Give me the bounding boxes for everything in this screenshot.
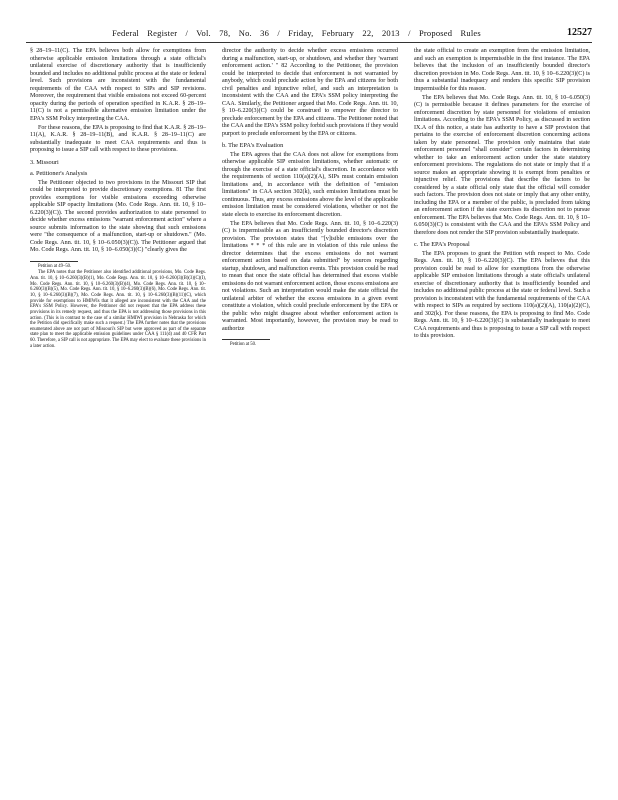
page-number: 12527: [567, 27, 592, 38]
subsection-heading: a. Petitioner's Analysis: [30, 170, 88, 178]
footnote-rule: [30, 261, 78, 262]
header-rule: [26, 42, 592, 43]
paragraph: The Petitioner objected to two provisions in the Missouri SIP that could be interpreted to provide discretionary exemptions. 81 The first provides exemptions for visible emissions exceeding otherwise applicable SIP opacity limitations (Mo. Code Regs. Ann. tit. 10, § 10–6.220(3)(C)). The second provides authorization to state personnel to decide whether excess emissions "warrant enforcement action" where a source submits information to the state showing that such emissions were "the consequence of a malfunction, start-up or shutdown." (Mo. Code Regs. Ann. tit. 10, § 10–6.050(3)(C)). The Petitioner argued that Mo. Code Regs. Ann. tit. 10, § 10–6.050(3)(C) "clearly gives the: [30, 179, 206, 254]
column-2: [222, 48, 398, 349]
paragraph: For these reasons, the EPA is proposing to find that K.A.R. § 28–19–11(A), K.A.R. § 28–19–11(B), and K.A.R. § 28–19–11(C) are substantially inadequate to meet CAA requirements and thus is proposing to issue a SIP call with respect to these provisions.: [30, 124, 206, 154]
paragraph: director the authority to decide whether excess emissions occurred during a malfunction, start-up, or shutdown, and whether they 'warrant enforcement action.' " 82 According to the Petitioner, the provision could be interpreted to decide that enforcement is not warranted by anybody, which could preclude action by the EPA and citizens for both civil penalties and injunctive relief, and such an interpretation is inconsistent with the CAA and the EPA's SSM policy interpreting the CAA. Similarly, the Petitioner argued that Mo. Code Regs. Ann. tit. 10, § 10–6.220(3)(C) could be construed to empower the director to preclude enforcement by the EPA and citizens. The Petitioner noted that the CAA and the EPA's SSM policy forbid such provisions if they would purport to preclude enforcement by the EPA or citizens.: [222, 48, 398, 137]
subsection-heading: c. The EPA's Proposal: [414, 241, 470, 249]
footnote-rule: [222, 339, 270, 340]
footnote: Petition at 49–50.: [38, 263, 72, 269]
footnote: Petition at 50.: [230, 342, 257, 348]
paragraph: The EPA agrees that the CAA does not allow for exemptions from otherwise applicable SIP emission limitations, whether automatic or through the exercise of a state official's discretion. In accordance with the requirements of section 110(a)(2)(A), SIPs must contain emission limitations and, in accordance with the definition of "emission limitations" in CAA section 302(k), such emission limitations must be continuous. Thus, any excess emissions above the level of the applicable emission limitation must be considered violations, whether or not the state elects to exercise its enforcement discretion.: [222, 151, 398, 218]
footnote: The EPA notes that the Petitioner also identified additional provisions, Mo. Code Regs. Ann. tit. 10, § 10–6.260(3)(B)(1), Mo. Code Regs. Ann. tit. 10, § 10–6.260(3)(B)(3)(C)(I), Mo. Code Regs. Ann. tit. 10, § 10–6.260(3)(B)(4), Mo. Code Regs. Ann. tit. 10, § 10–6.260(3)(B)(5), Mo. Code Regs. Ann. tit. 10, § 10–6.260(3)(B)(6), Mo. Code Regs. Ann. tit. 10, § 10–6.260(3)(B)(7), Mo. Code Regs. Ann. tit. 10, § 10–6.260(3)(B)(11)(C), which provide for exemptions to HMIWIs that it alleged are inconsistent with the CAA and the EPA's SSM Policy. However, the Petitioner did not request that the EPA address these provisions in its remedy request, and thus the EPA is not addressing those provisions in this action. (This is in contrast to the case of a similar HMIWI provision in Nebraska for which the Petition did specifically make such a request.) The EPA further notes that the provisions enumerated above are not part of Missouri's SIP but were approved as part of the separate state plan to meet the applicable emission guidelines under CAA § 111(d) and 40 CFR Part 60. Therefore, a SIP call is not appropriate. The EPA may elect to evaluate these provisions in a later action.: [30, 270, 206, 349]
page-header: [26, 8, 592, 38]
paragraph: the state official to create an exemption from the emission limitation, and such an exemption is impermissible in the first instance. The EPA believes that the inclusion of an insufficiently bounded director's discretion provision in Mo. Code Regs. Ann. tit. 10, § 10–6.220(3)(C) is thus a substantial inadequacy and renders this specific SIP provision impermissible for this reason.: [414, 48, 590, 92]
section-heading: 3. Missouri: [30, 158, 59, 166]
paragraph: § 28–19–11(C). The EPA believes both allow for exemptions from otherwise applicable emission limitations through a state official's unilateral exercise of discretionary authority that is insufficiently bounded and includes no additional public process at the state or federal level. Such provisions are inconsistent with the fundamental requirements of the CAA with respect to SIPs and SIP revisions. Moreover, the requirement that visible emissions not exceed 60-percent opacity during the periods of operation specified in K.A.R. § 28–19–11(C) is not a permissible alternative emission limitation under the EPA's SSM Policy interpreting the CAA.: [30, 48, 206, 122]
paragraph: The EPA believes that Mo. Code Regs. Ann. tit. 10, § 10–6.050(3)(C) is permissible because it defines parameters for the exercise of enforcement discretion by state personnel for violations of emission limitations. According to the EPA's SSM Policy, as discussed in section IX.A of this notice, a state has authority to have a SIP provision that pertains to the exercise of enforcement discretion concerning actions taken by state personnel. The provision only maintains that state enforcement personnel "shall consider" certain factors in determining whether to take an enforcement action under the state statutory enforcement provisions. The regulations do not state or imply that if a source makes an appropriate showing it is exempt from penalties or injunctive relief. The provisions that describe the factors to be considered by a state official only state that the official will consider such factors. The provision does not state or imply that any other entity, including the EPA or a member of the public, is precluded from taking an enforcement action if the state exercises its discretion not to pursue enforcement. The EPA believes that Mo. Code Regs. Ann. tit. 10, § 10–6.050(3)(C) is consistent with the CAA and the EPA's SSM Policy and therefore does not render the SIP provision substantially inadequate.: [414, 94, 590, 236]
paragraph: The EPA believes that Mo. Code Regs. Ann. tit. 10, § 10–6.220(3)(C) is impermissible as an insufficiently bounded director's discretion provision. The provision states that "[v]isible emissions over the limitations * * * of this rule are in violation of this rule unless the director determines that the excess emissions do not warrant enforcement action based on data submitted" by sources regarding startup, shutdown, and malfunction events. This provision could be read to mean that once the state official has determined that excess visible emissions do not warrant enforcement action, those excess emissions are not violations. Such an interpretation would make the state official the unilateral arbiter of whether the excess emissions in a given event constitute a violation, which could preclude enforcement by the EPA or the public who might disagree about whether enforcement action is warranted. Most importantly, however, the provision may be read to authorize: [222, 220, 398, 332]
running-head: Federal Register / Vol. 78, No. 36 / Friday, February 22, 2013 / Proposed Rules: [112, 28, 481, 38]
column-1: [30, 48, 206, 350]
paragraph: The EPA proposes to grant the Petition with respect to Mo. Code Regs. Ann. tit. 10, § 10–6.220(3)(C). The EPA believes that this provision could be read to allow for exemptions from the otherwise applicable SIP emission limitations through a state official's unilateral exercise of discretionary authority that is insufficiently bounded and includes no additional public process at the state or federal level. Such a provision is inconsistent with the fundamental requirements of the CAA with respect to SIPs as required by sections 110(a)(2)(A), 110(a)(2)(C), and 302(k). For these reasons, the EPA is proposing to find Mo. Code Regs. Ann. tit. 10, § 10–6.220(3)(C) is substantially inadequate to meet CAA requirements and thus is proposing to issue a SIP call with respect to this provision.: [414, 250, 590, 340]
subsection-heading: b. The EPA's Evaluation: [222, 142, 284, 149]
column-3: [414, 48, 590, 342]
